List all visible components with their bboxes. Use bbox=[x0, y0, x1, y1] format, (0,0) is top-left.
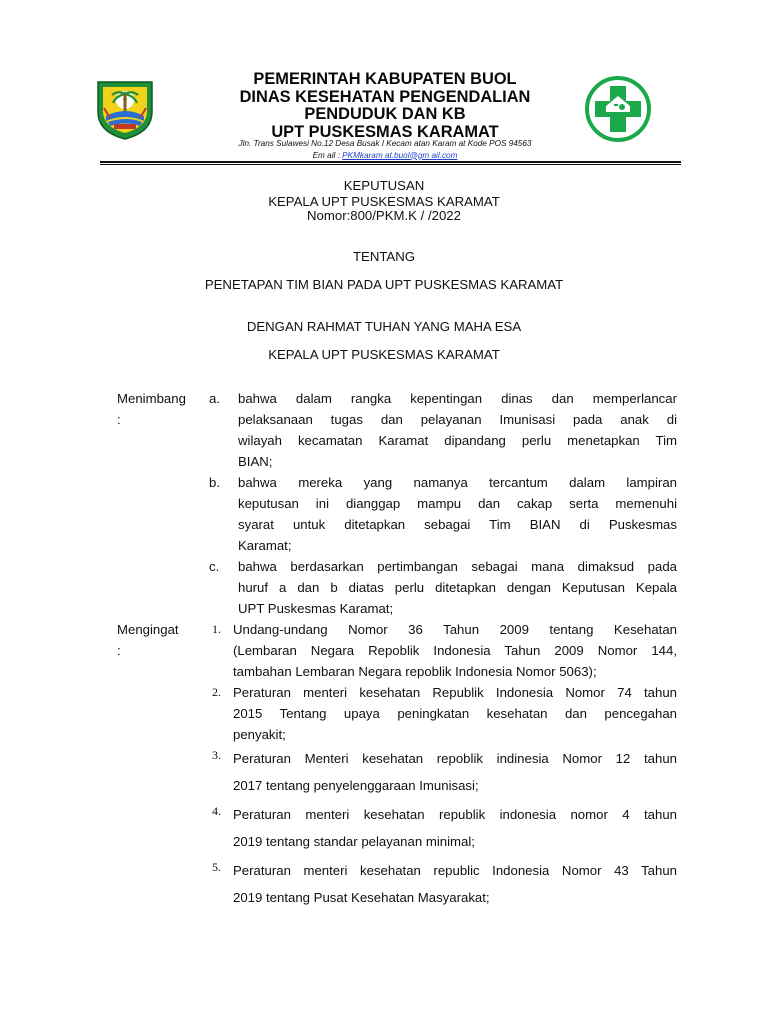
email-label: Em ail : bbox=[312, 150, 340, 160]
text-line: wilayah kecamatan Karamat dipandang perlu menetapkan Tim bbox=[238, 433, 677, 448]
mengingat-item-2 bbox=[233, 682, 677, 745]
menimbang-marker-a: a. bbox=[209, 391, 220, 406]
letterhead-title bbox=[165, 71, 605, 141]
menimbang-item-c bbox=[238, 556, 677, 619]
letterhead-line-3: PENDUDUK DAN KB bbox=[304, 105, 466, 123]
letterhead-email-line bbox=[165, 150, 605, 162]
menimbang-item-a bbox=[238, 388, 677, 472]
text-line: Peraturan menteri kesehatan republik indonesia nomor 4 tahun bbox=[233, 807, 677, 822]
letterhead-line-2: DINAS KESEHATAN PENGENDALIAN bbox=[239, 87, 531, 106]
text-line: Karamat; bbox=[238, 538, 292, 553]
mengingat-marker-2: 2. bbox=[212, 685, 221, 699]
doc-nomor: Nomor:800/PKM.K / /2022 bbox=[307, 208, 461, 223]
menimbang-marker-c: c. bbox=[209, 559, 220, 574]
mengingat-item-4 bbox=[233, 801, 677, 855]
text-line: UPT Puskesmas Karamat; bbox=[238, 601, 394, 616]
email-link[interactable]: PKMkaram at.buol@gm ail.com bbox=[342, 150, 458, 160]
menimbang-label: Menimbang bbox=[117, 391, 186, 406]
mengingat-label: Mengingat bbox=[117, 622, 179, 637]
letterhead-divider bbox=[100, 161, 681, 165]
buol-regency-emblem bbox=[94, 76, 156, 140]
letterhead-line-1: PEMERINTAH KABUPATEN BUOL bbox=[253, 70, 517, 88]
letterhead-line-4: UPT PUSKESMAS KARAMAT bbox=[271, 122, 499, 141]
text-line: penyakit; bbox=[233, 727, 286, 742]
puskesmas-cross-logo bbox=[585, 76, 651, 142]
text-line: BIAN; bbox=[238, 454, 273, 469]
menimbang-colon: : bbox=[117, 412, 121, 427]
text-line: syarat untuk ditetapkan sebagai Tim BIAN di Puskesmas bbox=[238, 517, 677, 532]
text-line: bahwa berdasarkan pertimbangan sebagai mana dimaksud pada bbox=[238, 559, 677, 574]
text-line: keputusan ini dianggap mampu dan cakap serta memenuhi bbox=[238, 496, 677, 511]
text-line: 2019 tentang standar pelayanan minimal; bbox=[233, 834, 475, 849]
mengingat-marker-1: 1. bbox=[212, 622, 221, 636]
menimbang-item-b bbox=[238, 472, 677, 556]
doc-rahmat: DENGAN RAHMAT TUHAN YANG MAHA ESA bbox=[246, 319, 522, 334]
text-line: Peraturan menteri kesehatan republic Indonesia Nomor 43 Tahun bbox=[233, 863, 677, 878]
text-line: bahwa dalam rangka kepentingan dinas dan memperlancar bbox=[238, 391, 677, 406]
mengingat-marker-3: 3. bbox=[212, 748, 221, 762]
text-line: bahwa mereka yang namanya tercantum dalam lampiran bbox=[238, 475, 677, 490]
text-line: (Lembaran Negara Repoblik Indonesia Tahun 2009 Nomor 144, bbox=[233, 643, 677, 658]
text-line: Undang-undang Nomor 36 Tahun 2009 tentang Kesehatan bbox=[233, 622, 677, 637]
menimbang-marker-b: b. bbox=[209, 475, 220, 490]
text-line: Peraturan Menteri kesehatan repoblik indinesia Nomor 12 tahun bbox=[233, 751, 677, 766]
letterhead-address: Jln. Trans Sulawesi No.12 Desa Busak I Kecam atan Karam at Kode POS 94563 bbox=[238, 139, 532, 148]
text-line: huruf a dan b diatas perlu ditetapkan dengan Keputusan Kepala bbox=[238, 580, 677, 595]
mengingat-item-5 bbox=[233, 857, 677, 911]
mengingat-label-block bbox=[117, 619, 179, 661]
doc-tentang: TENTANG bbox=[352, 249, 416, 264]
mengingat-item-1 bbox=[233, 619, 677, 682]
menimbang-label-block bbox=[117, 388, 186, 430]
doc-kepala-title: KEPALA UPT PUSKESMAS KARAMAT bbox=[268, 194, 500, 209]
doc-subject: PENETAPAN TIM BIAN PADA UPT PUSKESMAS KARAMAT bbox=[204, 277, 564, 292]
text-line: pelaksanaan tugas dan pelayanan Imunisasi pada anak di bbox=[238, 412, 677, 427]
text-line: Peraturan menteri kesehatan Republik Indonesia Nomor 74 tahun bbox=[233, 685, 677, 700]
text-line: 2019 tentang Pusat Kesehatan Masyarakat; bbox=[233, 890, 490, 905]
mengingat-item-3 bbox=[233, 745, 677, 799]
mengingat-marker-5: 5. bbox=[212, 860, 221, 874]
letterhead-address-block bbox=[165, 138, 605, 161]
mengingat-colon: : bbox=[117, 643, 121, 658]
text-line: tambahan Lembaran Negara repoblik Indonesia Nomor 5063); bbox=[233, 664, 597, 679]
text-line: 2017 tentang penyelenggaraan Imunisasi; bbox=[233, 778, 479, 793]
text-line: 2015 Tentang upaya peningkatan kesehatan dan pencegahan bbox=[233, 706, 677, 721]
mengingat-marker-4: 4. bbox=[212, 804, 221, 818]
doc-keputusan: KEPUTUSAN bbox=[343, 178, 425, 193]
doc-kepala-issuer: KEPALA UPT PUSKESMAS KARAMAT bbox=[268, 347, 500, 362]
